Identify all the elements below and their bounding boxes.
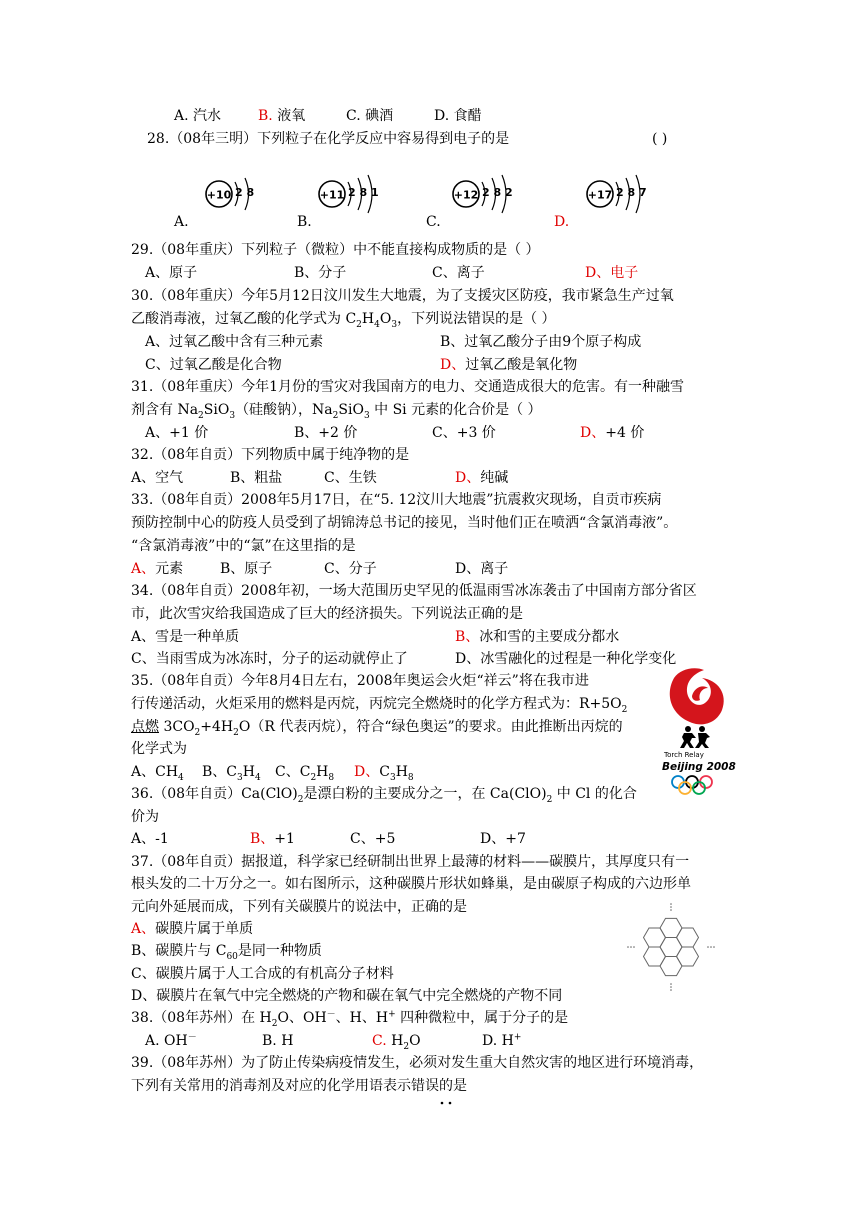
q32-option-a: A、空气: [131, 470, 184, 486]
atom-diagram-a: [203, 172, 265, 216]
q33-option-a: A、元素: [131, 561, 184, 577]
q36-option-c: C、+5: [350, 831, 396, 847]
q32-option-b: B、粗盐: [230, 470, 283, 486]
olympic-rings-icon: [672, 776, 712, 794]
q38-option-c: C. $H_2O$: [372, 1033, 421, 1052]
svg-text:2 8 7: 2 8 7: [616, 186, 647, 199]
q27-option-a: A. 汽水: [174, 108, 222, 124]
q30-option-b: B、过氧乙酸分子由9个原子构成: [440, 334, 642, 350]
q35-option-c: C、$C_2H_8$: [275, 764, 335, 783]
beijing-2008-torch-relay-logo: [662, 666, 738, 802]
q35-option-b: B、$C_3H_4$: [202, 764, 261, 783]
q30-option-a: A、过氧乙酸中含有三种元素: [145, 334, 324, 350]
q36-option-b: B、+1: [250, 831, 295, 847]
q29-option-b: B、分子: [294, 265, 347, 281]
svg-text:2 8 2: 2 8 2: [482, 186, 513, 199]
honeycomb-hexagon: [677, 947, 699, 966]
q31-option-c: C、+3 价: [432, 425, 496, 441]
svg-text:+17: +17: [587, 188, 613, 202]
torch-relay-figures-icon: [680, 726, 710, 748]
q34-option-d: D、冰雪融化的过程是一种化学变化: [455, 651, 677, 667]
svg-text:+11: +11: [319, 188, 345, 202]
q32-option-d: D、纯碱: [455, 470, 509, 486]
q28-label-b: B.: [297, 214, 312, 230]
svg-text:Torch Relay: Torch Relay: [664, 751, 704, 759]
q33-option-c: C、分子: [324, 561, 377, 577]
q31-option-d: D、+4 价: [580, 425, 645, 441]
q29-option-d: D、电子: [585, 265, 639, 281]
svg-text:+12: +12: [453, 188, 479, 202]
q29-option-a: A、原子: [145, 265, 198, 281]
q34-option-c: C、当雨雪成为冰冻时，分子的运动就停止了: [131, 651, 408, 667]
q30-option-c: C、过氧乙酸是化合物: [145, 357, 282, 373]
atom-diagram-b: [316, 172, 388, 216]
atom-diagram-c: [450, 172, 522, 216]
q28-label-c: C.: [426, 214, 441, 230]
q28-label-a: A.: [174, 214, 189, 230]
graphene-honeycomb-figure: [624, 898, 718, 996]
q33-option-b: B、原子: [220, 561, 273, 577]
q34-option-b: B、冰和雪的主要成分都水: [455, 629, 620, 645]
svg-text:2 8: 2 8: [235, 186, 255, 199]
q32-option-c: C、生铁: [324, 470, 377, 486]
q29-option-c: C、离子: [432, 265, 485, 281]
q30-option-d: D、过氧乙酸是氧化物: [440, 357, 578, 373]
q38-option-b: B. H: [262, 1033, 294, 1049]
q28-label-d: D.: [554, 214, 570, 230]
q38-option-a: A. OH－: [145, 1032, 197, 1049]
svg-text:Beijing 2008: Beijing 2008: [662, 761, 736, 773]
svg-text:+10: +10: [206, 188, 232, 202]
q27-option-d: D. 食醋: [434, 108, 482, 124]
q36-option-d: D、+7: [480, 831, 526, 847]
q33-option-d: D、离子: [455, 561, 509, 577]
q31-option-b: B、+2 价: [294, 425, 358, 441]
q36-option-a: A、-1: [131, 831, 169, 847]
honeycomb-hexagon: [677, 928, 699, 947]
svg-text:2 8 1: 2 8 1: [348, 186, 379, 199]
q34-option-a: A、雪是一种单质: [131, 629, 240, 645]
q35-option-d: D、$C_3H_8$: [354, 764, 414, 783]
emphasis-dots: [439, 1094, 459, 1100]
q38-option-d: D. H+: [482, 1032, 522, 1049]
atom-diagram-d: [584, 172, 656, 216]
q35-option-a: A、$CH_4$: [131, 764, 184, 783]
q27-option-b: B. 液氧: [258, 108, 306, 124]
q31-option-a: A、+1 价: [145, 425, 209, 441]
q27-option-c: C. 碘酒: [346, 108, 394, 124]
